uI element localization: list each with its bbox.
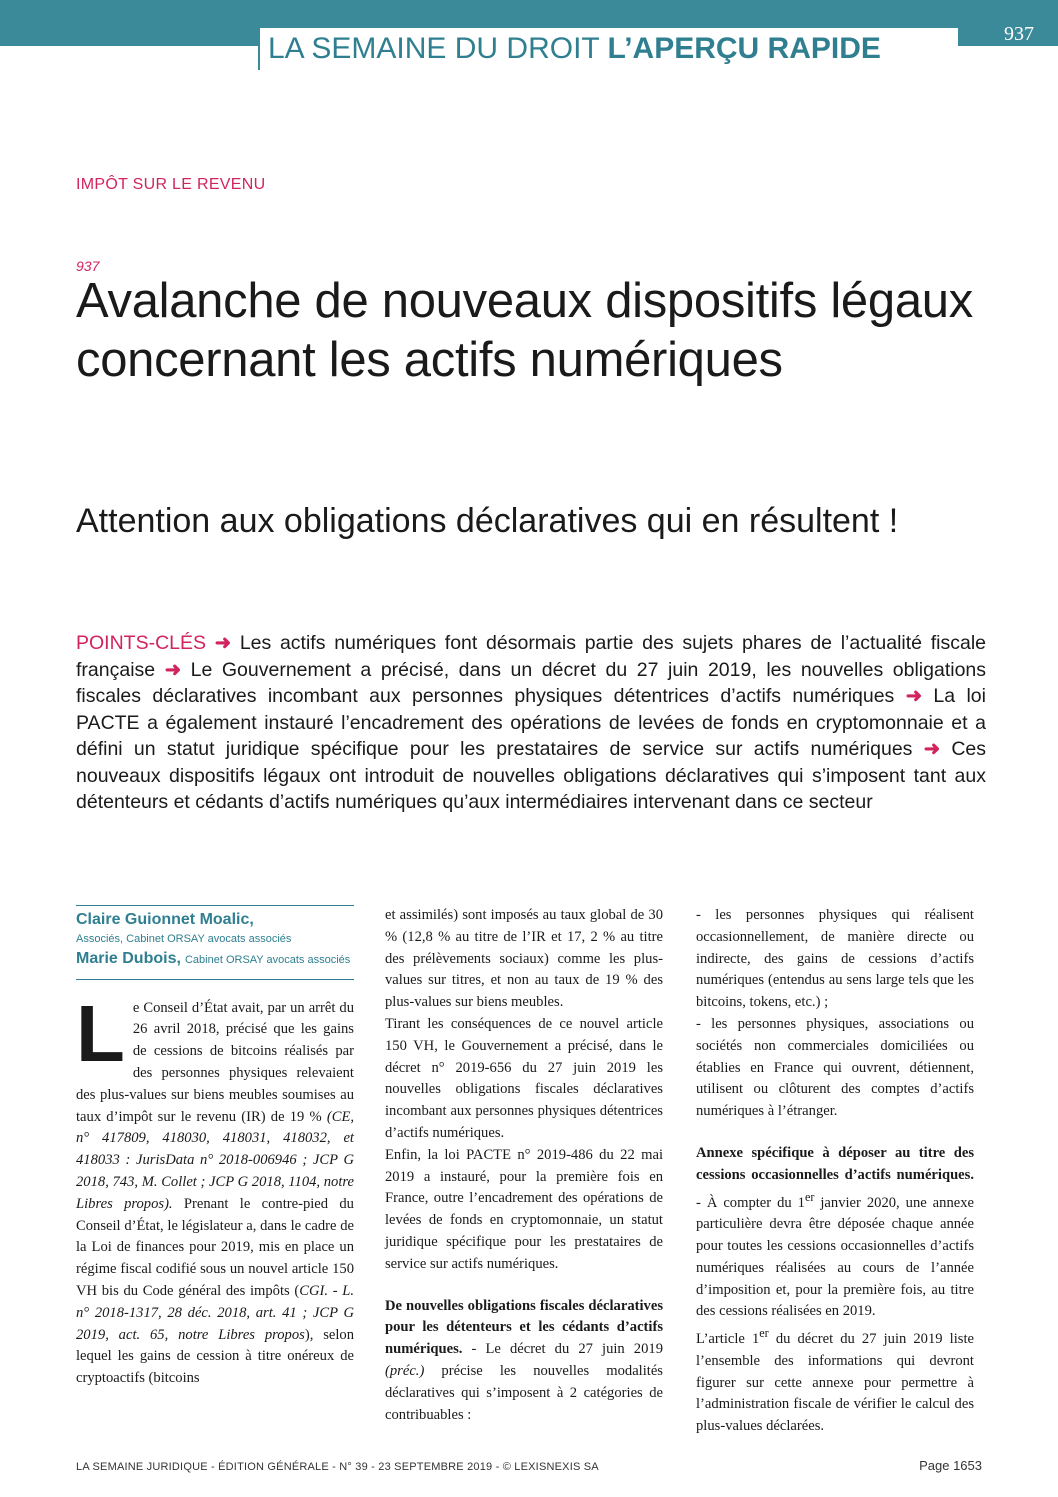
article-subtitle: Attention aux obligations déclaratives qui en résultent ! <box>76 502 899 540</box>
column-3 <box>696 905 974 1438</box>
paragraph-heading: De nouvelles obligations fiscales déclaratives pour les détenteurs et les cédants d’actifs numériques. <box>385 1297 663 1358</box>
body-paragraph: Le Conseil d’État avait, par un arrêt du 26 avril 2018, précisé que les gains de cessions de bitcoins réalisés par des personnes physiques relevaient des plus-values sur biens meubles soumises au taux d’impôt sur le revenu (IR) de 19 % (CE, n° 417809, 418030, 418031, 418032, et 418033 : JurisData n° 2018-006946 ; JCP G 2018, 743, M. Collet ; JCP G 2018, 1104, notre Libres propos). Prenant le contre-pied du Conseil d’État, le législateur a, dans le cadre de la Loi de finances pour 2019, mis en place un régime fiscal codifié sous un nouvel article 150 VH bis du Code général des impôts (CGI. - L. n° 2018-1317, 28 déc. 2018, art. 41 ; JCP G 2019, act. 65, notre Libres propos), selon lequel les gains de cession à titre onéreux de cryptoactifs (bitcoins <box>76 988 355 1387</box>
footer-publication: LA SEMAINE JURIDIQUE - ÉDITION GÉNÉRALE - N° 39 - 23 SEPTEMBRE 2019 - © LEXISNEXIS SA <box>76 1461 599 1473</box>
page-number: 937 <box>1004 23 1034 45</box>
paragraph-heading: Annexe spécifique à déposer au titre des cessions occasionnelles d’actifs numériques. <box>696 1144 974 1183</box>
body-paragraph: De nouvelles obligations fiscales déclaratives pour les détenteurs et les cédants d’actifs numériques. - Le décret du 27 juin 2019 (préc.) précise les nouvelles modalités déclaratives qui s’imposent à 2 catégories de contribuables : <box>385 1297 663 1423</box>
drop-cap: L <box>76 988 125 1078</box>
citation: (préc.) <box>385 1362 425 1379</box>
body-paragraph: L’article 1er du décret du 27 juin 2019 liste l’ensemble des informations qui devront figurer sur cette annexe pour permettre à l’administration fiscale de vérifier le calcul des plus-values déclarées. <box>696 1326 974 1435</box>
key-points-label: POINTS-CLÉS <box>76 632 207 654</box>
arrow-icon: ➜ <box>164 658 182 681</box>
section-name: L’APERÇU RAPIDE <box>607 32 881 65</box>
citation: (CE, n° 417809, 418030, 418031, 418032, et 418033 : JurisData n° 2018-006946 ; JCP G 2018, 743, M. Collet ; JCP G 2018, 1104, notre Libres propos). <box>76 1108 355 1212</box>
body-paragraph: Enfin, la loi PACTE n° 2019-486 du 22 mai 2019 a instauré, pour la première fois en France, outre l’encadrement des opérations de levées de fonds en cryptomonnaie, un statut juridique spécifique pour les prestataires de service sur actifs numériques. <box>385 1146 663 1272</box>
author-affiliation: Associés, Cabinet ORSAY avocats associés <box>76 932 292 945</box>
key-point: La loi PACTE a également instauré l’encadrement des opérations de levées de fonds en cryptomonnaie et a défini un statut juridique spécifique pour les prestataires de service sur actifs numériques <box>76 685 986 760</box>
key-points <box>76 630 986 816</box>
body-paragraph: Tirant les conséquences de ce nouvel article 150 VH, le Gouvernement a précisé, dans le décret n° 2019-656 du 27 juin 2019 les nouvelles obligations fiscales déclaratives incombant aux personnes physiques détentrices d’actifs numériques. <box>385 1015 663 1141</box>
key-point: Le Gouvernement a précisé, dans un décret du 27 juin 2019, les nouvelles obligations fiscales déclaratives incombant aux personnes physiques détentrices d’actifs numériques <box>76 658 987 707</box>
body-paragraph: - les personnes physiques qui réalisent occasionnellement, de manière directe ou indirecte, des gains de cessions d’actifs numériques (entendus au sens large tels que les bitcoins, tokens, etc.) ; <box>696 907 974 1011</box>
arrow-icon: ➜ <box>923 738 941 760</box>
journal-name: LA SEMAINE DU DROIT <box>268 32 600 65</box>
footer-page: Page 1653 <box>919 1458 982 1473</box>
author-name: Marie Dubois, <box>76 949 181 967</box>
body-paragraph: et assimilés) sont imposés au taux global de 30 % (12,8 % au titre de l’IR et 17, 2 % au titre des prélèvements sociaux) comme les plus-values sur titres, et non au taux de 19 % des plus-values sur biens meubles. <box>385 907 663 1011</box>
author-block <box>76 905 354 980</box>
key-point: Ces nouveaux dispositifs légaux ont introduit de nouvelles obligations déclaratives qui s’imposent tant aux détenteurs et cédants d’actifs numériques qu’aux intermédiaires intervenant dans ce secteur <box>76 738 986 813</box>
key-point: Les actifs numériques font désormais partie des sujets phares de l’actualité fiscale française <box>76 632 987 681</box>
arrow-icon: ➜ <box>214 632 232 654</box>
body-paragraph: Annexe spécifique à déposer au titre des cessions occasionnelles d’actifs numériques. - À compter du 1er janvier 2020, une annexe particulière devra être déposée chaque année pour toutes les cessions occasionnelles d’actifs numériques réalisées au cours de l’année d’imposition et, pour la première fois, au titre des cessions réalisées en 2019. <box>696 1144 974 1320</box>
body-paragraph: - les personnes physiques, associations ou sociétés non commerciales domiciliées ou établies en France qui ouvrent, détiennent, utilisent ou clôturent des comptes d’actifs numériques à l’étranger. <box>696 1015 974 1120</box>
article-rubric: IMPÔT SUR LE REVENU <box>76 176 266 193</box>
column-2 <box>385 905 663 1426</box>
author-affiliation: Cabinet ORSAY avocats associés <box>184 953 351 966</box>
header-title-box <box>258 28 958 70</box>
column-1 <box>76 905 354 1390</box>
citation: CGI. - L. n° 2018-1317, 28 déc. 2018, art. 41 ; JCP G 2019, act. 65, notre Libres propos <box>76 1282 354 1343</box>
article-title: Avalanche de nouveaux dispositifs légaux concernant les actifs numériques <box>76 274 973 387</box>
arrow-icon: ➜ <box>905 685 923 707</box>
author-name: Claire Guionnet Moalic, <box>76 911 254 928</box>
article-number: 937 <box>76 258 100 274</box>
